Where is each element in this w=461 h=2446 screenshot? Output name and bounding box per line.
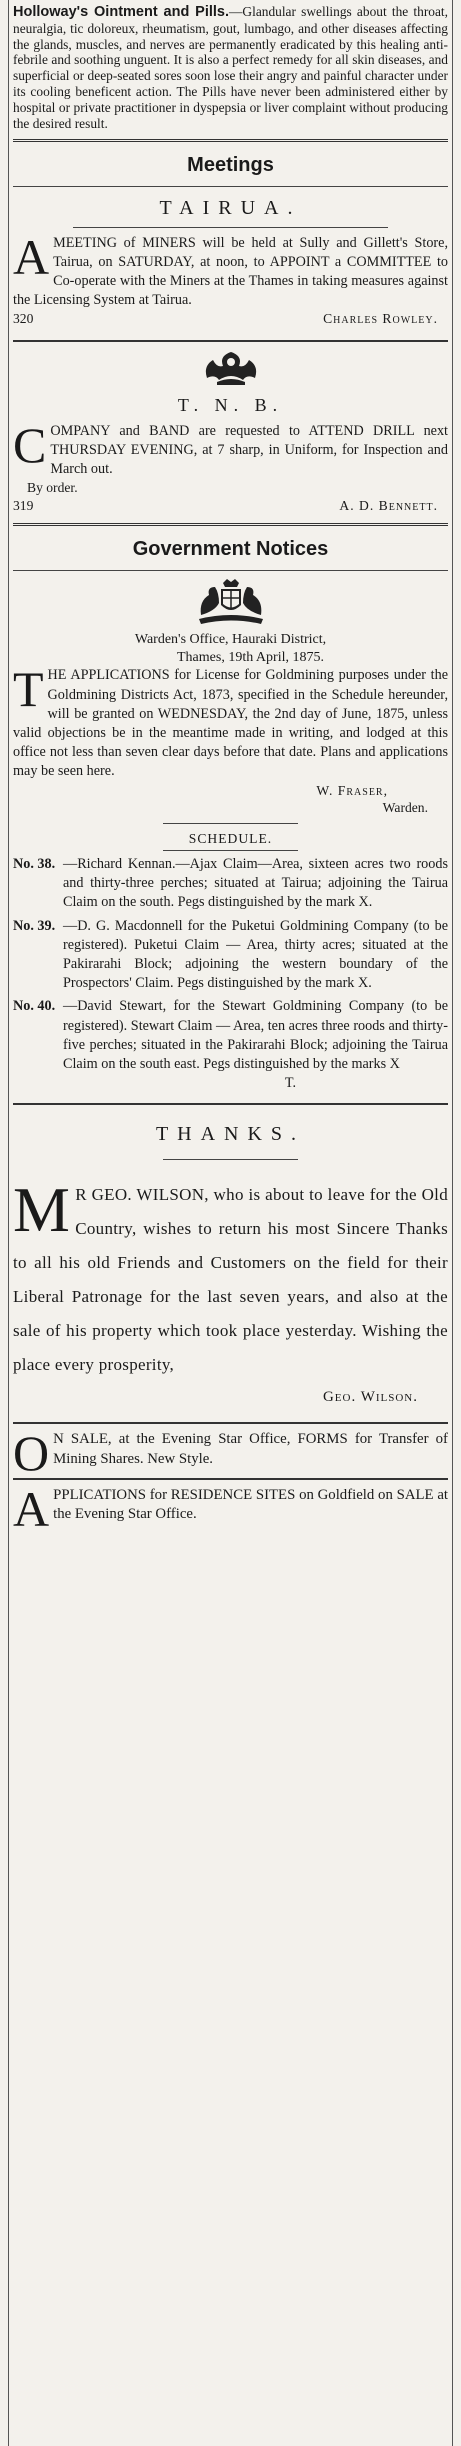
- government-body: HE APPLICATIONS for License for Goldmining purposes under the Goldmining Districts Act, 1873, specified in the Schedule hereunder, will be granted on WEDNESDAY, the 2nd day of June, 1875, unless valid objections be in the meantime made in writing, and lodged at this office not less than seven clear days before that date. Plans and applications may be seen here.: [13, 667, 448, 780]
- on-sale-notice: [13, 1425, 448, 1482]
- meetings-heading: Meetings: [187, 154, 274, 177]
- dropcap: M: [13, 1174, 71, 1246]
- schedule-text: —David Stewart, for the Stewart Goldmining Company (to be registered). Stewart Claim — Area, ten acres three roods and thirty-five perches; situated in the Pakirarahi Block; adjoining the Tairua Claim on the south east. Pegs distinguished by the marks X: [63, 998, 448, 1072]
- divider: [13, 1103, 448, 1105]
- dropcap: A: [13, 1480, 50, 1537]
- office-line: Warden's Office, Hauraki District,: [134, 631, 327, 647]
- applications-body: PPLICATIONS for RESIDENCE SITES on Goldfield on SALE at the Evening Star Office.: [53, 1486, 448, 1523]
- thanks-notice: [13, 1119, 448, 1412]
- divider: [13, 139, 448, 142]
- government-notice: [13, 577, 448, 1094]
- signature: Charles Rowley.: [323, 311, 438, 327]
- divider: [13, 186, 448, 187]
- divider: [13, 1478, 448, 1480]
- thanks-body: R GEO. WILSON, who is about to leave for the Old Country, wishes to return his most Sincere Thanks to all his old Friends and Customers on the field for their Liberal Patronage for the last seven years, and also at the sale of his property which took place yesterday. Wishing the place every prosperity,: [13, 1185, 448, 1375]
- notice-number: 319: [13, 497, 34, 513]
- royal-coat-of-arms-icon: [193, 577, 269, 627]
- crest-icon: [199, 348, 263, 386]
- divider: [13, 1422, 448, 1424]
- thanks-heading: THANKS.: [155, 1123, 306, 1146]
- schedule-list: [13, 855, 448, 1093]
- tnb-title: T. N. B.: [177, 395, 284, 416]
- divider: [73, 227, 388, 228]
- schedule-item: [13, 997, 448, 1074]
- signature-title: Warden.: [382, 800, 428, 816]
- tnb-notice: [13, 348, 448, 515]
- tairua-heading: TAIRUA.: [159, 197, 302, 220]
- newspaper-column: [8, 0, 453, 2446]
- tnb-body: OMPANY and BAND are requested to ATTEND DRILL next THURSDAY EVENING, at 7 sharp, in Uniform, for Inspection and March out.: [50, 423, 448, 478]
- signature-name: W. Fraser,: [316, 782, 388, 798]
- schedule-item: [13, 855, 448, 913]
- tairua-body: MEETING of MINERS will be held at Sully and Gillett's Store, Tairua, on SATURDAY, at noon, to APPOINT a COMMITTEE to Co-operate with the Miners at the Thames in taking measures against the Licensing System at Tairua.: [13, 235, 448, 309]
- dropcap: O: [13, 1425, 50, 1482]
- schedule-initial: T.: [284, 1075, 297, 1092]
- tairua-notice: [13, 229, 448, 328]
- holloway-title: Holloway's Ointment and Pills.: [13, 4, 230, 20]
- dropcap: A: [13, 229, 50, 286]
- divider: [13, 340, 448, 342]
- government-heading: Government Notices: [132, 537, 329, 560]
- dateline: Thames, 19th April, 1875.: [177, 649, 324, 665]
- schedule-number: No. 38.: [13, 855, 56, 872]
- schedule-number: No. 40.: [13, 998, 56, 1015]
- signature: Geo. Wilson.: [322, 1389, 418, 1406]
- dropcap: C: [13, 417, 47, 474]
- schedule-text: —D. G. Macdonnell for the Puketui Goldmining Company (to be registered). Puketui Claim — Area, thirty acres; situated at the Pakirarahi Block; adjoining the western boundary of the Prospectors' Claim. Pegs distinguished by the mark X.: [63, 917, 448, 992]
- schedule-item: [13, 917, 448, 994]
- by-order: By order.: [27, 480, 78, 496]
- divider: [13, 523, 448, 526]
- dropcap: T: [13, 661, 44, 718]
- divider: [163, 1159, 298, 1160]
- divider: [163, 823, 298, 824]
- divider: [163, 850, 298, 851]
- schedule-number: No. 39.: [13, 917, 56, 934]
- holloway-advert: [13, 0, 448, 131]
- schedule-text: —Richard Kennan.—Ajax Claim—Area, sixteen acres two roods and thirty-three perches; situated at Tairua; adjoining the Tairua Claim on the south. Pegs distinguished by the mark X.: [63, 855, 448, 911]
- applications-notice: [13, 1480, 448, 1537]
- signature: A. D. Bennett.: [339, 497, 438, 513]
- schedule-title: SCHEDULE.: [188, 831, 273, 847]
- holloway-body: —Glandular swellings about the throat, neuralgia, tic doloreux, rheumatism, gout, lumbago, and other diseases affecting the glands, muscles, and nerves are permanently eradicated by this healing anti-febrile and soothing unguent. It is also a perfect remedy for all skin diseases, and superficial or deep-seated sores soon lose their angry and painful character under its cooling beneficent action. The Pills have never been administered either by hospital or private practitioner in dyspepsia or liver complaint without producing the desired result.: [13, 4, 448, 131]
- on-sale-body: N SALE, at the Evening Star Office, FORMS for Transfer of Mining Shares. New Style.: [53, 1431, 448, 1467]
- notice-number: 320: [13, 311, 34, 327]
- divider: [13, 570, 448, 571]
